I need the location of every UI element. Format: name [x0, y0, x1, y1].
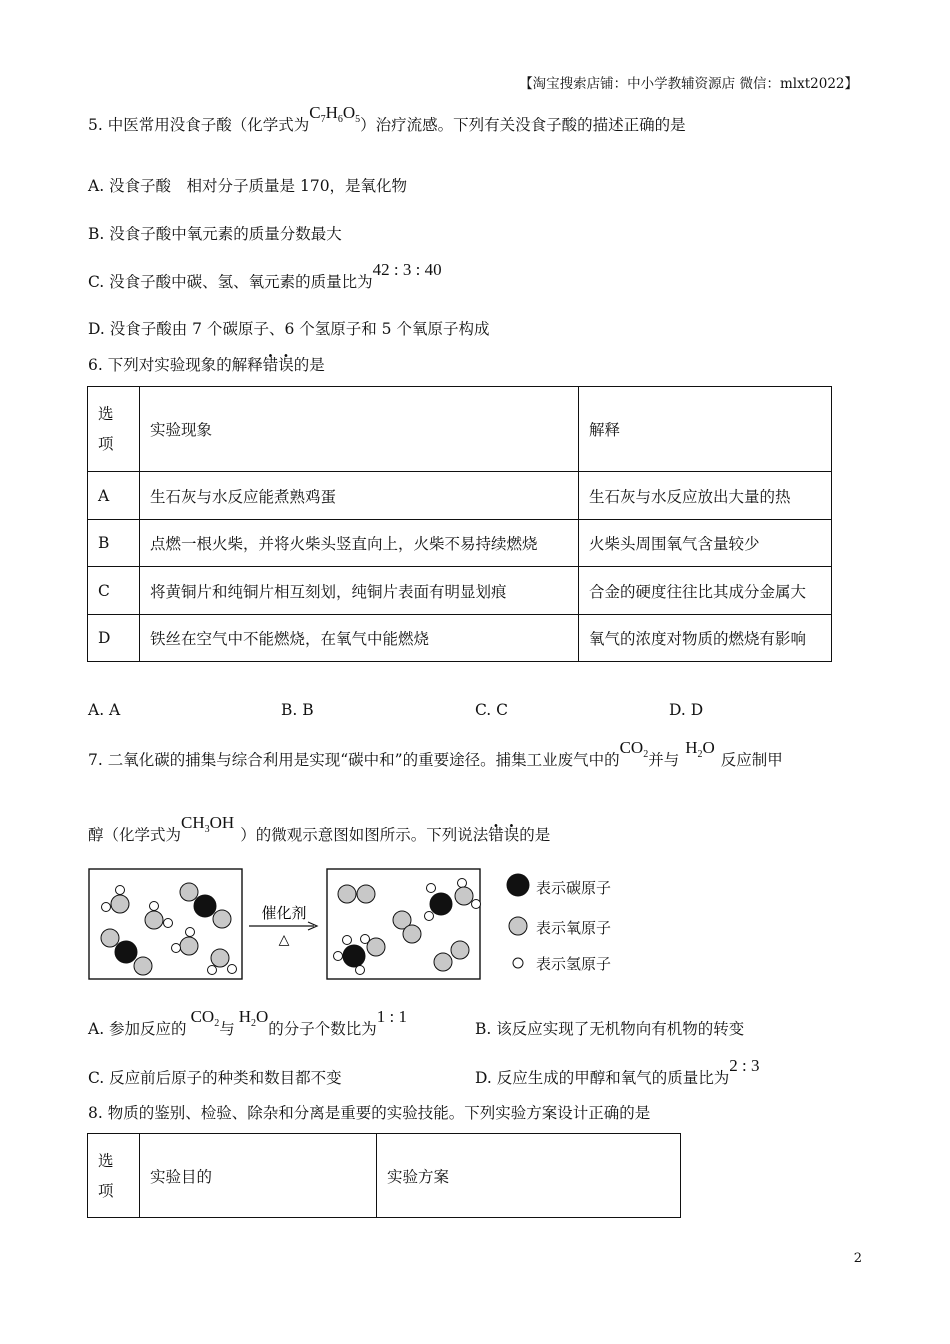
q7-option-d-text: D. 反应生成的甲醇和氧气的质量比为 — [475, 1069, 730, 1087]
h2o-formula — [238, 1007, 269, 1029]
table-row — [88, 520, 832, 567]
q7-stem-text: 7. 二氧化碳的捕集与综合利用是实现“碳中和”的重要途径。捕集工业废气中的 — [88, 751, 620, 769]
q8-header-plan: 实验方案 — [377, 1134, 681, 1218]
q6-row-option: B — [88, 520, 140, 567]
q7-emphasis-2: 误 — [503, 826, 520, 844]
legend-oxygen: 表示氧原子 — [536, 919, 612, 937]
hydrogen-atom — [228, 965, 237, 974]
q5-stem — [88, 103, 686, 135]
q6-row-phenomenon: 将黄铜片和纯铜片相互刻划，纯铜片表面有明显划痕 — [140, 567, 579, 615]
q5-formula-o: O — [342, 103, 356, 122]
hydrogen-atom — [427, 884, 436, 893]
q7-option-d — [475, 1056, 760, 1088]
h2o-h: H — [685, 738, 698, 757]
h2o-o: O — [255, 1007, 269, 1026]
co2-co: CO — [190, 1007, 215, 1026]
legend-carbon: 表示碳原子 — [536, 879, 612, 897]
hydrogen-atom — [472, 900, 481, 909]
h2o-o: O — [702, 738, 715, 757]
q7-emphasis-1: 错 — [488, 826, 504, 844]
q6-stem-end: 的是 — [293, 356, 325, 374]
q6-answer-c: C. C — [475, 701, 509, 719]
oxygen-atom — [180, 937, 198, 955]
q6-row-option: A — [88, 472, 140, 520]
q5-formula-c: C — [309, 103, 321, 122]
q7-option-a-text: A. 参加反应的 — [88, 1020, 187, 1038]
q5-formula-n6: 6 — [337, 114, 343, 125]
q6-stem — [88, 353, 325, 375]
q7-option-a-and: 与 — [219, 1020, 235, 1038]
ch3oh-oh: OH — [209, 813, 235, 832]
hydrogen-atom — [425, 912, 434, 921]
oxygen-atom — [338, 885, 356, 903]
hydrogen-atom — [116, 886, 125, 895]
ch3oh-formula — [181, 813, 235, 835]
q6-row-explanation: 火柴头周围氧气含量较少 — [579, 520, 832, 567]
q6-row-explanation: 合金的硬度往往比其成分金属大 — [579, 567, 832, 615]
q8-header-goal: 实验目的 — [140, 1134, 377, 1218]
hydrogen-atom — [164, 919, 173, 928]
q6-header-option — [88, 387, 140, 472]
co2-n2: 2 — [214, 1018, 220, 1029]
h2o-formula — [685, 738, 715, 760]
hydrogen-atom — [356, 966, 365, 975]
oxygen-atom — [213, 910, 231, 928]
reaction-diagram — [86, 866, 486, 982]
oxygen-atom — [451, 941, 469, 959]
hydrogen-atom — [458, 879, 467, 888]
oxygen-atom — [455, 887, 473, 905]
q5-option-c-text: C. 没食子酸中碳、氢、氧元素的质量比为 — [88, 273, 373, 291]
q5-formula — [309, 103, 361, 125]
q5-option-c-ratio: 42 : 3 : 40 — [372, 260, 442, 279]
h2o-n2: 2 — [250, 1018, 256, 1029]
q6-table-header-row — [88, 387, 832, 472]
q6-row-explanation: 生石灰与水反应放出大量的热 — [579, 472, 832, 520]
q6-row-phenomenon: 生石灰与水反应能煮熟鸡蛋 — [140, 472, 579, 520]
q7-option-a — [88, 1007, 408, 1039]
q6-row-phenomenon: 点燃一根火柴，并将火柴头竖直向上，火柴不易持续燃烧 — [140, 520, 579, 567]
ch3oh-n3: 3 — [204, 824, 210, 835]
q8-table-header-row — [88, 1134, 681, 1218]
oxygen-atom — [134, 957, 152, 975]
hydrogen-atom — [343, 936, 352, 945]
q6-stem-text: 6. 下列对实验现象的解释 — [88, 356, 263, 374]
q7-line2-mid: ）的微观示意图如图所示。下列说法 — [240, 826, 489, 844]
carbon-atom — [430, 893, 452, 915]
heat-symbol: △ — [278, 932, 290, 948]
hydrogen-atom — [208, 966, 217, 975]
hydrogen-atom — [150, 902, 159, 911]
q5-option-b: B. 没食子酸中氧元素的质量分数最大 — [88, 225, 342, 243]
q7-option-a-tail: 的分子个数比为 — [268, 1020, 377, 1038]
q6-row-option: D — [88, 615, 140, 662]
h2o-n2: 2 — [697, 749, 703, 760]
table-row — [88, 472, 832, 520]
q7-option-d-ratio: 2 : 3 — [729, 1056, 760, 1075]
q5-option-c — [88, 260, 442, 292]
q5-formula-n7: 7 — [320, 114, 326, 125]
legend-icons — [505, 872, 535, 972]
q8-table — [87, 1133, 681, 1218]
q6-row-option: C — [88, 567, 140, 615]
q8-header-option-a: 选 — [98, 1151, 114, 1170]
hydrogen-atom — [186, 928, 195, 937]
co2-n2: 2 — [643, 749, 649, 760]
oxygen-atom — [357, 885, 375, 903]
ch3oh-ch: CH — [181, 813, 205, 832]
q6-header-explanation: 解释 — [579, 387, 832, 472]
page-number: 2 — [853, 1251, 862, 1266]
q5-formula-n5: 5 — [355, 114, 361, 125]
oxygen-atom — [101, 929, 119, 947]
hydrogen-atom — [172, 944, 181, 953]
q7-option-a-ratio: 1 : 1 — [376, 1007, 408, 1026]
table-row — [88, 567, 832, 615]
carbon-atom — [115, 941, 137, 963]
q6-header-option-b: 项 — [98, 435, 114, 453]
hydrogen-atom — [334, 952, 343, 961]
q6-row-explanation: 氧气的浓度对物质的燃烧有影响 — [579, 615, 832, 662]
carbon-legend-icon — [507, 874, 529, 896]
q7-stem-line1 — [88, 738, 783, 770]
q5-stem-text: 5. 中医常用没食子酸（化学式为 — [88, 116, 310, 134]
legend-hydrogen: 表示氢原子 — [536, 955, 612, 973]
co2-co: CO — [619, 738, 644, 757]
oxygen-atom — [111, 895, 129, 913]
q8-stem: 8. 物质的鉴别、检验、除杂和分离是重要的实验技能。下列实验方案设计正确的是 — [88, 1104, 651, 1122]
q7-line2-end: 的是 — [519, 826, 551, 844]
q6-header-option-a: 选 — [98, 405, 114, 423]
catalyst-label: 催化剂 — [261, 904, 307, 922]
carbon-atom — [343, 945, 365, 967]
oxygen-atom — [145, 911, 163, 929]
co2-formula — [190, 1007, 220, 1029]
oxygen-atom — [180, 883, 198, 901]
q6-emphasis-1: 错 — [262, 356, 279, 374]
carbon-atom — [194, 895, 216, 917]
oxygen-legend-icon — [509, 917, 527, 935]
q5-option-d: D. 没食子酸由 7 个碳原子、6 个氢原子和 5 个氧原子构成 — [88, 320, 490, 338]
q7-stem-line2 — [88, 813, 551, 845]
q6-emphasis-2: 误 — [278, 356, 294, 374]
oxygen-atom — [403, 925, 421, 943]
q8-header-option-b: 项 — [98, 1181, 114, 1200]
q6-answer-a: A. A — [88, 701, 121, 719]
h2o-h: H — [238, 1007, 251, 1026]
q7-line2-text: 醇（化学式为 — [88, 826, 182, 844]
co2-formula — [619, 738, 649, 760]
q5-stem-text-end: ）治疗流感。下列有关没食子酸的描述正确的是 — [360, 116, 686, 134]
oxygen-atom — [434, 953, 452, 971]
q7-stem-mid: 并与 — [648, 751, 680, 769]
q7-option-b: B. 该反应实现了无机物向有机物的转变 — [475, 1020, 745, 1038]
q8-header-option — [88, 1134, 140, 1218]
table-row — [88, 615, 832, 662]
hydrogen-legend-icon — [513, 958, 523, 968]
q6-answer-b: B. B — [281, 701, 314, 719]
q6-table — [87, 386, 832, 662]
page-header: 【淘宝搜索店铺：中小学教辅资源店 微信：mlxt2022】 — [519, 76, 858, 92]
q5-formula-h: H — [325, 103, 338, 122]
q6-answer-d: D. D — [669, 701, 704, 719]
q5-option-a: A. 没食子酸 相对分子质量是 170，是氧化物 — [88, 177, 408, 195]
q6-row-phenomenon: 铁丝在空气中不能燃烧，在氧气中能燃烧 — [140, 615, 579, 662]
q7-stem-end: 反应制甲 — [720, 751, 783, 769]
hydrogen-atom — [102, 903, 111, 912]
hydrogen-atom — [361, 935, 370, 944]
q6-header-phenomenon: 实验现象 — [140, 387, 579, 472]
q7-option-c: C. 反应前后原子的种类和数目都不变 — [88, 1069, 342, 1087]
oxygen-atom — [211, 949, 229, 967]
